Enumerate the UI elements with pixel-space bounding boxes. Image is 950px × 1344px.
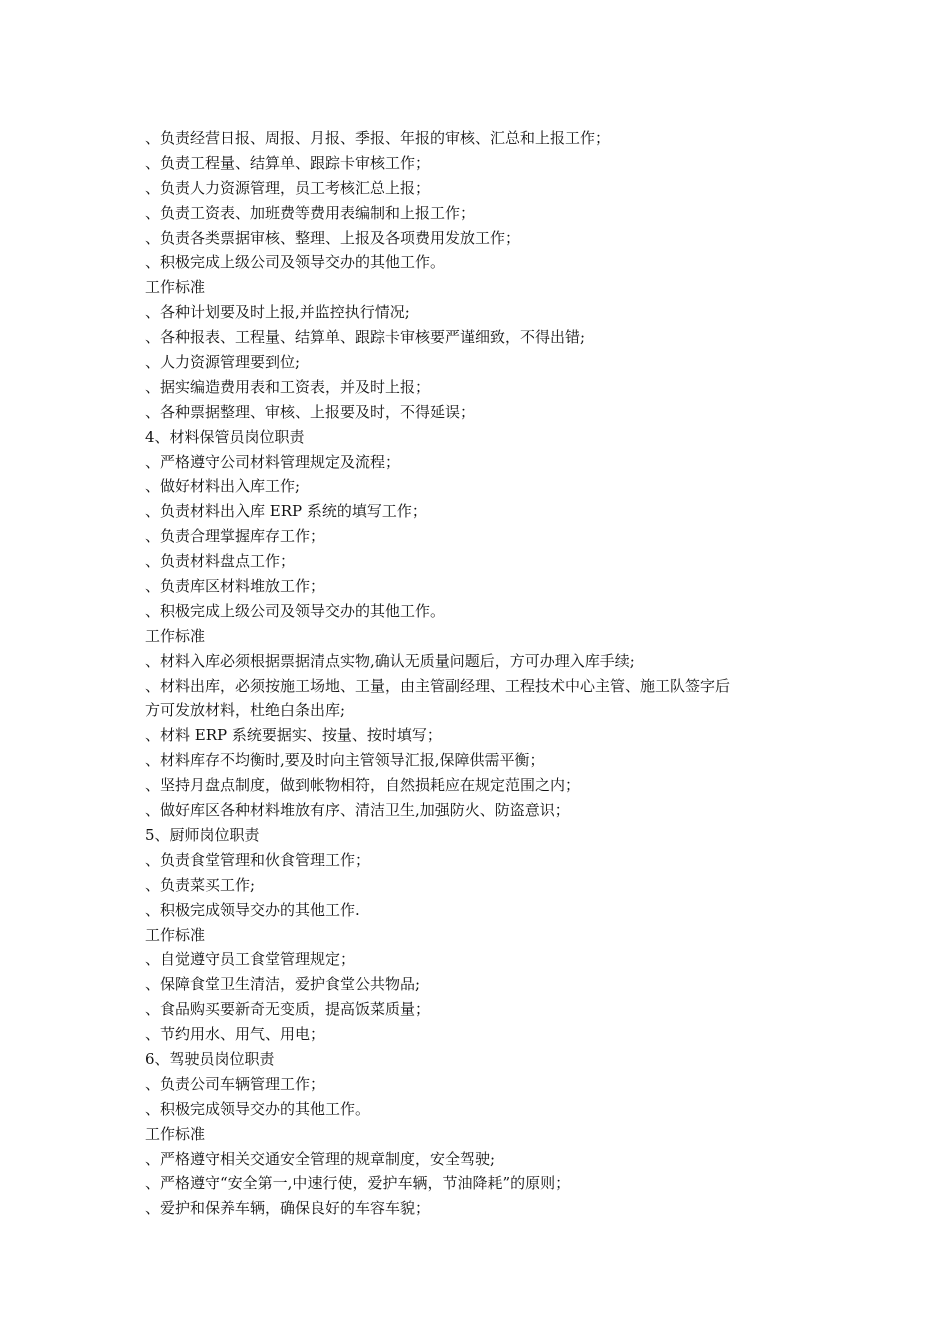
- section-heading: 5、厨师岗位职责: [145, 825, 260, 844]
- text-line: 、负责菜买工作;: [145, 875, 256, 894]
- text-line: 、材料入库必须根据票据清点实物,确认无质量问题后，方可办理入库手续;: [145, 651, 635, 670]
- text-line: 方可发放材料，杜绝白条出库;: [145, 701, 346, 720]
- text-line: 、人力资源管理要到位;: [145, 353, 301, 372]
- text-line: 、各种报表、工程量、结算单、跟踪卡审核要严谨细致，不得出错;: [145, 328, 586, 347]
- document-body: [145, 126, 825, 1221]
- text-line: 、节约用水、用气、用电；: [145, 1025, 326, 1044]
- text-line: 、做好材料出入库工作;: [145, 477, 301, 496]
- text-line: 、积极完成上级公司及领导交办的其他工作。: [145, 253, 446, 272]
- text-line: 、负责材料出入库 ERP 系统的填写工作；: [145, 502, 427, 521]
- text-line: 、严格遵守“安全第一,中速行使，爱护车辆，节油降耗”的原则；: [145, 1174, 571, 1193]
- text-line: 、食品购买要新奇无变质，提高饭菜质量；: [145, 1000, 431, 1019]
- text-line: 、积极完成上级公司及领导交办的其他工作。: [145, 601, 446, 620]
- section-heading: 工作标准: [145, 278, 206, 297]
- text-line: 、负责合理掌握库存工作；: [145, 527, 326, 546]
- text-line: 、据实编造费用表和工资表，并及时上报；: [145, 377, 431, 396]
- text-line: 、材料出库，必须按施工场地、工量，由主管副经理、工程技术中心主管、施工队签字后: [145, 676, 731, 695]
- text-line: 、材料 ERP 系统要据实、按量、按时填写；: [145, 726, 442, 745]
- section-heading: 工作标准: [145, 626, 206, 645]
- text-line: 、严格遵守公司材料管理规定及流程；: [145, 452, 401, 471]
- text-line: 、自觉遵守员工食堂管理规定；: [145, 950, 356, 969]
- text-line: 、负责材料盘点工作；: [145, 552, 296, 571]
- text-line: 、保障食堂卫生清洁，爱护食堂公共物品;: [145, 975, 421, 994]
- section-heading: 工作标准: [145, 925, 206, 944]
- text-line: 、积极完成领导交办的其他工作.: [145, 900, 360, 919]
- section-heading: 工作标准: [145, 1124, 206, 1143]
- text-line: 、负责食堂管理和伙食管理工作；: [145, 850, 371, 869]
- text-line: 、负责各类票据审核、整理、上报及各项费用发放工作；: [145, 228, 521, 247]
- text-line: 、坚持月盘点制度，做到帐物相符，自然损耗应在规定范围之内；: [145, 776, 581, 795]
- text-line: 、负责库区材料堆放工作；: [145, 577, 326, 596]
- text-line: 、严格遵守相关交通安全管理的规章制度，安全驾驶;: [145, 1149, 496, 1168]
- text-line: 、负责经营日报、周报、月报、季报、年报的审核、汇总和上报工作；: [145, 129, 611, 147]
- text-line: 、负责工资表、加班费等费用表编制和上报工作；: [145, 203, 476, 222]
- section-heading: 6、驾驶员岗位职责: [145, 1049, 275, 1068]
- text-line: 、各种票据整理、审核、上报要及时，不得延误；: [145, 402, 476, 421]
- text-line: 、爱护和保养车辆，确保良好的车容车貌；: [145, 1199, 431, 1218]
- section-heading: 4、材料保管员岗位职责: [145, 427, 305, 446]
- text-line: 、材料库存不均衡时,要及时向主管领导汇报,保障供需平衡；: [145, 751, 545, 770]
- text-line: 、负责工程量、结算单、跟踪卡审核工作；: [145, 153, 431, 172]
- text-line: 、负责公司车辆管理工作；: [145, 1074, 326, 1093]
- text-line: 、各种计划要及时上报,并监控执行情况;: [145, 303, 410, 322]
- text-line: 、积极完成领导交办的其他工作。: [145, 1099, 371, 1118]
- text-line: 、做好库区各种材料堆放有序、清洁卫生,加强防火、防盗意识；: [145, 801, 570, 820]
- text-line: 、负责人力资源管理，员工考核汇总上报；: [145, 178, 431, 197]
